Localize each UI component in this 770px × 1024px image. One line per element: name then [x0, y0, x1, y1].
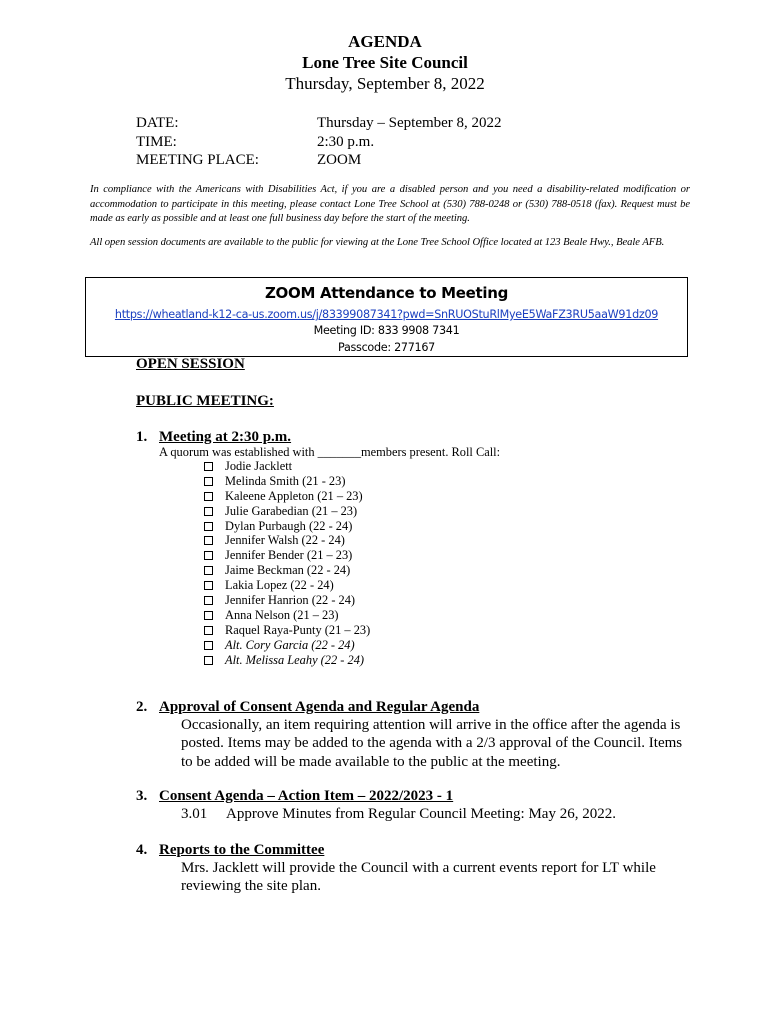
zoom-meeting-id: Meeting ID: 833 9908 7341 [313, 324, 460, 337]
date-label: DATE: [136, 115, 179, 131]
roll-call-member [204, 519, 370, 534]
item-number: 1. [136, 429, 148, 445]
item-title: Meeting at 2:30 p.m. [159, 429, 292, 445]
document-date: Thursday, September 8, 2022 [285, 74, 485, 93]
member-name: Raquel Raya-Punty (21 – 23) [225, 622, 371, 637]
item-number: 3. [136, 788, 148, 804]
member-name: Jaime Beckman (22 - 24) [225, 563, 351, 578]
ada-notice: In compliance with the Americans with Disabilities Act, if you are a disabled person and you need a disability-related modification or accommodation to participate in this meeting, please contact Lone Tree School at (530) 788-0248 or (530) 788-0518 (fax). Request must be made as early as possible and at least one full business day before the start of the meeting. [90, 184, 690, 224]
place-label: MEETING PLACE: [136, 152, 259, 168]
open-session-heading: OPEN SESSION [136, 356, 245, 372]
checkbox[interactable] [204, 462, 213, 471]
item-description: Occasionally, an item requiring attention will arrive in the office after the agenda is posted. Items may be added to the agenda with a 2/3 approval of the Council. Items to be added will be made available to the public at the meeting. [181, 717, 683, 770]
checkbox[interactable] [204, 656, 213, 665]
member-name: Julie Garabedian (21 – 23) [225, 503, 358, 518]
roll-call-member [204, 593, 370, 608]
zoom-link[interactable]: https://wheatland-k12-ca-us.zoom.us/j/83399087341?pwd=SnRUOStuRlMyeE5WaFZ3RU5aaW91dz09 [114, 308, 659, 321]
member-name: Kaleene Appleton (21 – 23) [225, 488, 363, 503]
roll-call-member [204, 563, 370, 578]
checkbox[interactable] [204, 611, 213, 620]
time-value: 2:30 p.m. [317, 133, 375, 150]
meeting-info-row [136, 114, 502, 133]
document-title: AGENDA [348, 32, 422, 51]
roll-call-member [204, 548, 370, 563]
zoom-title: ZOOM Attendance to Meeting [264, 284, 509, 302]
date-value: Thursday – September 8, 2022 [317, 115, 502, 131]
member-name: Jennifer Hanrion (22 - 24) [225, 593, 356, 608]
checkbox[interactable] [204, 522, 213, 531]
checkbox[interactable] [204, 536, 213, 545]
roll-call-member [204, 653, 370, 668]
member-name: Jennifer Bender (21 – 23) [225, 548, 353, 563]
organization-name: Lone Tree Site Council [302, 53, 468, 72]
sub-item [181, 805, 616, 823]
sub-item-text: Approve Minutes from Regular Council Meeting: May 26, 2022. [226, 806, 616, 822]
checkbox[interactable] [204, 596, 213, 605]
public-meeting-heading: PUBLIC MEETING: [136, 393, 274, 409]
checkbox[interactable] [204, 492, 213, 501]
checkbox[interactable] [204, 551, 213, 560]
checkbox[interactable] [204, 626, 213, 635]
documents-notice: All open session documents are available to the public for viewing at the Lone Tree School Office located at 123 Beale Hwy., Beale AFB. [90, 237, 665, 248]
checkbox[interactable] [204, 507, 213, 516]
item-description: Mrs. Jacklett will provide the Council with a current events report for LT while reviewing the site plan. [181, 860, 656, 895]
item-number: 4. [136, 842, 148, 858]
meeting-info-row [136, 151, 502, 170]
checkbox[interactable] [204, 641, 213, 650]
roll-call-member [204, 504, 370, 519]
zoom-passcode: Passcode: 277167 [338, 341, 435, 354]
checkbox[interactable] [204, 566, 213, 575]
roll-call-member [204, 474, 370, 489]
checkbox[interactable] [204, 477, 213, 486]
roll-call-member [204, 623, 370, 638]
roll-call-member [204, 578, 370, 593]
item-title: Consent Agenda – Action Item – 2022/2023 - 1 [159, 788, 454, 804]
roll-call-list [204, 459, 370, 667]
item-title: Reports to the Committee [159, 842, 325, 858]
sub-item-code: 3.01 [181, 806, 208, 822]
meeting-info-row [136, 133, 502, 152]
place-value: ZOOM [317, 152, 362, 168]
meeting-info [136, 114, 502, 170]
member-name: Jodie Jacklett [225, 459, 293, 473]
quorum-text: A quorum was established with _______members present. Roll Call: [159, 445, 501, 459]
member-name: Melinda Smith (21 - 23) [225, 473, 346, 488]
member-name: Jennifer Walsh (22 - 24) [225, 533, 345, 548]
roll-call-member [204, 638, 370, 653]
item-number: 2. [136, 699, 148, 715]
time-label: TIME: [136, 133, 177, 150]
roll-call-member [204, 459, 370, 474]
checkbox[interactable] [204, 581, 213, 590]
item-title: Approval of Consent Agenda and Regular Agenda [159, 699, 480, 715]
member-name: Alt. Cory Garcia (22 - 24) [225, 637, 355, 652]
roll-call-member [204, 489, 370, 504]
roll-call-member [204, 608, 370, 623]
member-name: Anna Nelson (21 – 23) [225, 607, 339, 622]
member-name: Dylan Purbaugh (22 - 24) [225, 518, 353, 533]
member-name: Alt. Melissa Leahy (22 - 24) [225, 652, 365, 667]
member-name: Lakia Lopez (22 - 24) [225, 578, 334, 593]
roll-call-member [204, 533, 370, 548]
zoom-info-box [85, 277, 688, 357]
